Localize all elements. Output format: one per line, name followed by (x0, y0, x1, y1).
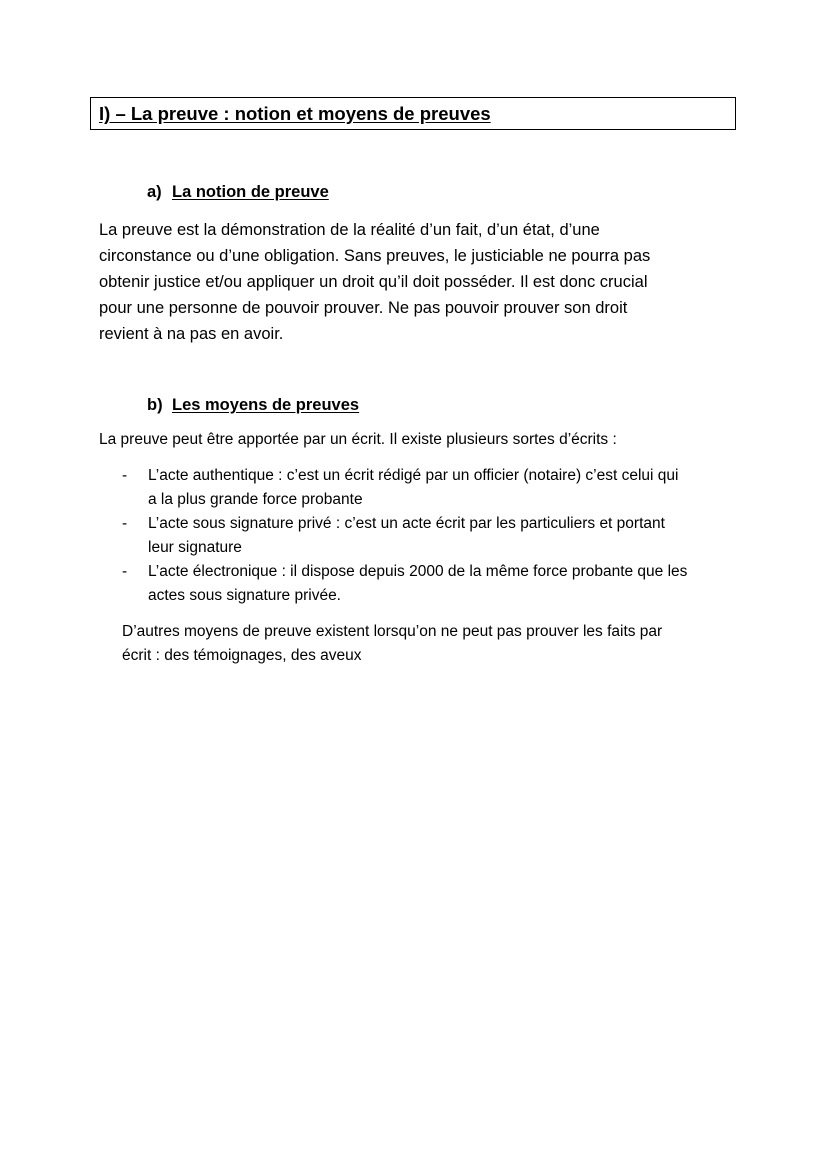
paragraph-line: D’autres moyens de preuve existent lorsqu’on ne peut pas prouver les faits par (122, 623, 663, 640)
subheading-a-marker: a) (147, 183, 162, 201)
list-item (118, 464, 738, 512)
bullet-dash: - (122, 467, 128, 484)
paragraph-line: circonstance ou d’une obligation. Sans preuves, le justiciable ne pourra pas (99, 247, 651, 265)
list-item (118, 560, 738, 608)
paragraph-line: obtenir justice et/ou appliquer un droit qu’il doit posséder. Il est donc crucial (99, 273, 648, 291)
list-item-line: L’acte authentique : c’est un écrit rédigé par un officier (notaire) c’est celui qui (148, 467, 679, 484)
section-title-box (90, 97, 736, 130)
subheading-a-label: La notion de preuve (172, 183, 329, 201)
subheading-b-marker: b) (147, 396, 163, 414)
closing-paragraph (122, 620, 662, 668)
bullet-dash: - (122, 563, 128, 580)
means-intro: La preuve peut être apportée par un écrit. Il existe plusieurs sortes d’écrits : (99, 431, 617, 448)
list-item-line: actes sous signature privée. (148, 587, 341, 604)
paragraph-line: revient à na pas en avoir. (99, 325, 284, 343)
subheading-a (147, 183, 329, 202)
subheading-b (147, 396, 359, 415)
notion-paragraph (99, 217, 739, 347)
section-title: I) – La preuve : notion et moyens de preuves (99, 103, 491, 124)
list-item-line: L’acte sous signature privé : c’est un acte écrit par les particuliers et portant (148, 515, 665, 532)
list-item-line: leur signature (148, 539, 242, 556)
paragraph-line: pour une personne de pouvoir prouver. Ne pas pouvoir prouver son droit (99, 299, 628, 317)
means-list (118, 464, 738, 608)
list-item-line: a la plus grande force probante (148, 491, 363, 508)
paragraph-line: écrit : des témoignages, des aveux (122, 647, 362, 664)
list-item (118, 512, 738, 560)
subheading-b-label: Les moyens de preuves (172, 396, 360, 414)
list-item-line: L’acte électronique : il dispose depuis 2000 de la même force probante que les (148, 563, 688, 580)
bullet-dash: - (122, 515, 128, 532)
paragraph-line: La preuve est la démonstration de la réalité d’un fait, d’un état, d’une (99, 221, 600, 239)
